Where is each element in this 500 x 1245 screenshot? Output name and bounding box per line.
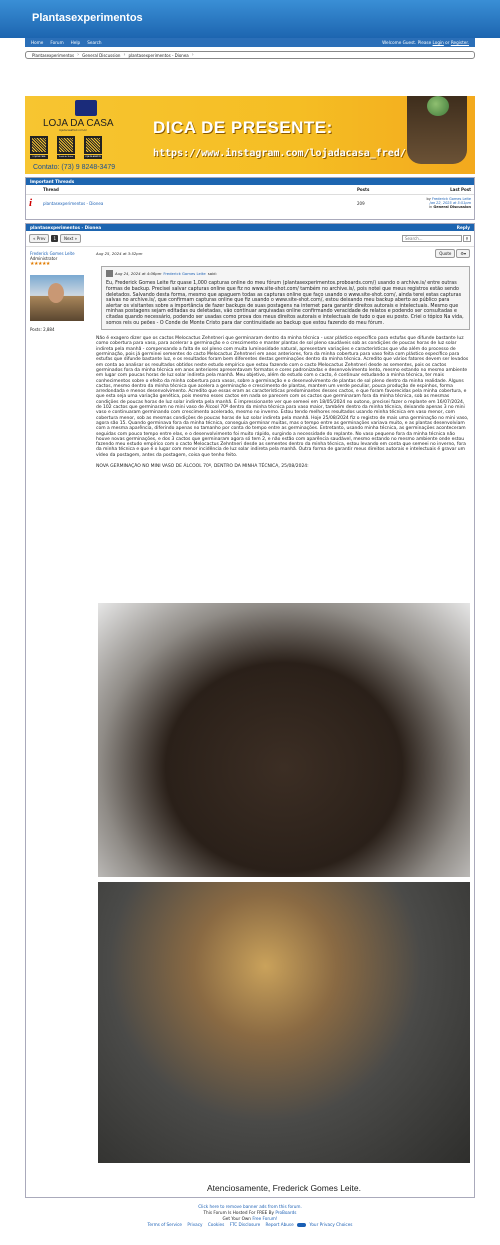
privacy-choices-icon	[297, 1223, 306, 1227]
settings-gear-icon[interactable]: ⚙▾	[456, 249, 470, 258]
author-post-count: Posts: 2,884	[30, 327, 55, 332]
post	[26, 246, 474, 473]
qr-code-icon	[57, 136, 75, 154]
next-button[interactable]: Next »	[60, 234, 81, 243]
login-link[interactable]: Login	[432, 40, 444, 45]
last-post-info: by Frederick Gomes Leite Jan 22, 2025 at 5:51pm in General Discussion	[426, 197, 471, 210]
store-contact: Contato: (73) 9 8248-3479	[33, 164, 116, 171]
thread-title: plantasexperimentos - Dionea	[30, 225, 102, 230]
search-icon[interactable]: ⚲	[463, 235, 471, 242]
qr-code-icon	[30, 136, 48, 154]
store-name: LOJA DA CASA	[43, 118, 114, 129]
quote-avatar	[106, 270, 113, 277]
banner-tagline: DICA DE PRESENTE:	[153, 118, 333, 137]
thread-link[interactable]: plantasexperimentos - Dionea	[43, 200, 104, 206]
post-body-text: Não é exagero dizer que os cactos Melocactus Zehntneri que germinaram dentro da minha técnica - usar plástico específico para estufas que difunde bastante luz como cobertura para vaso, para acelerar a germinação e o crescimento e manter plantas de sol pleno saudáveis sob as condições de poucas horas de luz solar indireta pela manhã - compensando a falta de sol pleno com muita luminosidade natural, apresentam variações e características que vão além do processo de germinação, pois já germinei sementes do cacto Melocactus Zehntneri em anos anteriores, fora da minha cobertura para vaso feita com plástico específico para estufas que difunde bastante luz, e os resultados foram bem diferentes destas germinações dentro da minha técnica. Acredito que vários fatores devem ser levados em conta ao analisar os resultados obtidos neste estudo empírico que estou fazendo com o cacto Melocactus Zehntneri desde as sementes, pois os cactos germinados fora da minha técnica em anos anteriores apresentavam formatos e cores padronizadas e desenvolvimento lento, mesmo estando no mesmo ambiente em lugar com poucas horas de luz solar indireta pela manhã. Meu objetivo, além do estudo com o cacto, é continuar estudando a minha técnica, ter mais conhecimentos sobre o efeito da minha cobertura para vasos, sobre a germinação e o desenvolvimento de plantas de sol pleno dentro da minha realidade. Alguns cactos, mesmo dentro da minha técnica que acelera a germinação e crescimento de plantas, mantem um verde peculiar, pouca produção de espinhos, forma arredondada e menos desenvolvimento. Acredito que essas eram as características predominantes desses cactos, e que foram favorecidas pela minha cobertura, e que esta seja uma variação genética, pois mesmo esses cactos em nada se parecem com os cactos que germinaram fora da minha técnica, sob as mesmas condições de poucas horas de luz solar indireta pela manhã. É impressionante ver que semeei em 18/05/2024 no outono, precisei fazer o replante em 16/07/2024, de 102 cactos que germinaram no mini vaso de Álcool 70º dentro da minha técnica para vaso maior, também dentro da minha técnica, deixando apenas 3 no mini vaso e continuaram germinando com crescimento acelerado, mesmo no inverno. Estou tendo melhores resultados usando minha técnica em vaso menor, com cobertura menor, sob as mesmas condições de poucas horas de luz solar indireta pela manhã. Hoje 25/08/2024 fiz o registro de mais uma germinação no mini vaso, agora são 15. Quando germinava fora da minha técnica, conseguia germinar muitas, mas o tempo entre as germinações variava muito, e as plantas desenvolviam com a mesma aparência, diferindo apenas no tamanho por conta do tempo entre as germinações. Entretanto, usando minha técnica, as germinações aconteceram seguidas com pouco tempo entre elas, e o desenvolvimento foi muito rápido, surgindo a necessidade do replante. No vaso pequeno fora da minha técnica não houve novas germinações, e dos 3 cactos que germinaram agora só tem 2, e não estão com aparência saudável, mesmo estando no mesmo ambiente onde estou fazendo meu estudo empírico com o cacto Melocactus Zehntneri desde as sementes dentro da minha técnica, estou levando em conta que semeei no inverno, fora da minha técnica e que é o lugar com menor incidência de luz solar indireta pela manhã. Outra forma de garantir meus direitos autorais e intelectuais é gravar um vídeo da postagem, antes da postagem, coisa que tenho feito.	[96, 336, 469, 458]
quote-meta: Aug 24, 2024 at 4:06pm Frederick Gomes Leite said:	[106, 270, 465, 277]
quote-author[interactable]: Frederick Gomes Leite	[163, 271, 206, 277]
register-link[interactable]: Register.	[450, 40, 469, 45]
footer-links	[0, 1222, 500, 1228]
pagination-bar	[26, 231, 474, 246]
footer-link[interactable]: Cookies	[207, 1222, 225, 1227]
nav-help[interactable]: Help	[70, 40, 81, 45]
chevron-right-icon: ›	[123, 52, 126, 58]
store-banner-ad[interactable]	[25, 96, 475, 174]
col-posts: Posts	[354, 185, 394, 195]
site-footer: Click here to remove banner ads from this forum. This Forum Is Hosted For FREE By ProBoards Get Your Own Free Forum! Terms of Service Privacy Cookies FTC Disclosure Report Abuse Your Privacy Choices	[0, 1204, 500, 1228]
last-post-date[interactable]: Jan 22, 2025 at 5:51pm	[429, 201, 471, 206]
thread-posts: 209	[357, 200, 365, 206]
quote-text: Eu, Frederick Gomes Leite fiz quase 1,000 capturas online do meu fórum (plantasexperimentos.proboards.com/) usando o archive.is/ entre outras formas de backup. Precisei salvar capturas online que fiz no www.site-shot.com/ também no archive.is/, pois notei que meus registros estão sendo deletados. Salvando desta forma, mesmo que apaguem todas as capturas online que faço usando o www.site-shot.com/, ainda terei estas capturas salvas no archive.is/, que confirmam capturas online que fiz usando o www.site-shot.com/, estou deixando meu backup aberto ao público para alertar os visitantes sobre a importância de fazer backups de suas postagens na internet para garantir direitos autorais e intelectuais. Mesmo que minhas postagens sejam editadas ou deletadas, vão continuar arquivadas online confirmando veracidade de relatos e podendo ser consultadas e citadas quando necessário, podendo ser usadas como prova dos meus direitos autorais e intelectuais de tudo o que eu posto. Criei o tópico Na vida, somos reis ou peões - O Conde de Monte Cristo para dar continuidade ao backup que estou fazendo do meu fórum.	[106, 281, 464, 326]
avatar[interactable]	[30, 275, 84, 321]
footer-link[interactable]: Report Abuse	[265, 1222, 294, 1227]
main-nav	[25, 38, 475, 47]
post-date: Aug 25, 2024 at 3:52pm	[96, 251, 143, 256]
breadcrumb-home[interactable]: Plantasexperimentos	[32, 52, 75, 58]
nav-search[interactable]: Search	[87, 40, 102, 45]
nav-home[interactable]: Home	[31, 40, 44, 45]
welcome-text: Welcome Guest. Please Login or Register.	[382, 40, 469, 45]
important-pin-icon: i	[29, 197, 33, 210]
chevron-right-icon: ›	[77, 52, 80, 58]
qr-label: LOJA DA CASA	[30, 155, 48, 159]
quote-button[interactable]: Quote	[435, 249, 455, 258]
post-signature: Atenciosamente, Frederick Gomes Leite.	[206, 1183, 361, 1193]
nav-forum[interactable]: Forum	[50, 40, 64, 45]
footer-link[interactable]: FTC Disclosure	[229, 1222, 261, 1227]
free-forum-link[interactable]: Free Forum!	[252, 1216, 278, 1221]
site-header	[0, 0, 500, 38]
banner-url: https://www.instagram.com/lojadacasa_fred/	[153, 148, 406, 159]
footer-link[interactable]: Privacy	[187, 1222, 203, 1227]
post-header	[26, 224, 474, 231]
post-content	[92, 247, 474, 473]
cactus-image	[427, 96, 449, 116]
forum-logo[interactable]: Plantasexperimentos	[32, 12, 143, 24]
post-actions	[435, 249, 470, 258]
remove-ads-link[interactable]: Click here to remove banner ads from this forum.	[198, 1204, 302, 1209]
qr-label: LOJA DA AMAZON	[85, 156, 101, 158]
important-threads	[25, 177, 475, 220]
last-post-forum[interactable]: General Discussion	[433, 205, 471, 210]
store-site: lojadacasafred.com.br	[59, 129, 87, 132]
table-header-row	[26, 185, 474, 195]
store-logo-icon	[75, 100, 97, 116]
breadcrumb-thread[interactable]: plantasexperimentos - Dionea	[128, 52, 189, 58]
author-role: Administrator	[30, 256, 58, 261]
author-name[interactable]: Frederick Gomes Leite	[30, 251, 75, 256]
quote-block	[101, 266, 470, 330]
germination-photo-2	[98, 882, 470, 1163]
col-thread: Thread	[40, 185, 354, 195]
page-number[interactable]: 1	[53, 236, 56, 241]
author-panel	[26, 247, 92, 473]
footer-link[interactable]: Your Privacy Choices	[309, 1222, 353, 1227]
chevron-right-icon: ›	[191, 52, 194, 58]
table-row	[26, 195, 474, 212]
threads-table	[26, 185, 474, 212]
qr-label: Venda de Frutos	[58, 156, 74, 158]
last-post-author[interactable]: Frederick Gomes Leite	[431, 197, 471, 201]
reply-button[interactable]: Reply	[456, 225, 470, 230]
qr-code-icon	[84, 136, 102, 154]
prev-button[interactable]: « Prev	[29, 234, 49, 243]
germination-photo-1	[98, 603, 470, 877]
breadcrumb	[25, 51, 475, 59]
important-threads-heading: Important Threads	[26, 178, 474, 185]
col-last-post: Last Post	[394, 185, 474, 195]
proboards-link[interactable]: ProBoards	[275, 1210, 297, 1215]
footer-link[interactable]: Terms of Service	[147, 1222, 183, 1227]
photo-caption: NOVA GERMINAÇÃO NO MINI VASO DE ÁLCOOL 70º, DENTRO DA MINHA TÉCNICA, 25/08/2024:	[96, 463, 309, 469]
rank-stars-icon: ★★★★★	[30, 261, 50, 267]
breadcrumb-board[interactable]: General Discussion	[82, 52, 121, 58]
thread-search-input[interactable]	[402, 235, 462, 242]
